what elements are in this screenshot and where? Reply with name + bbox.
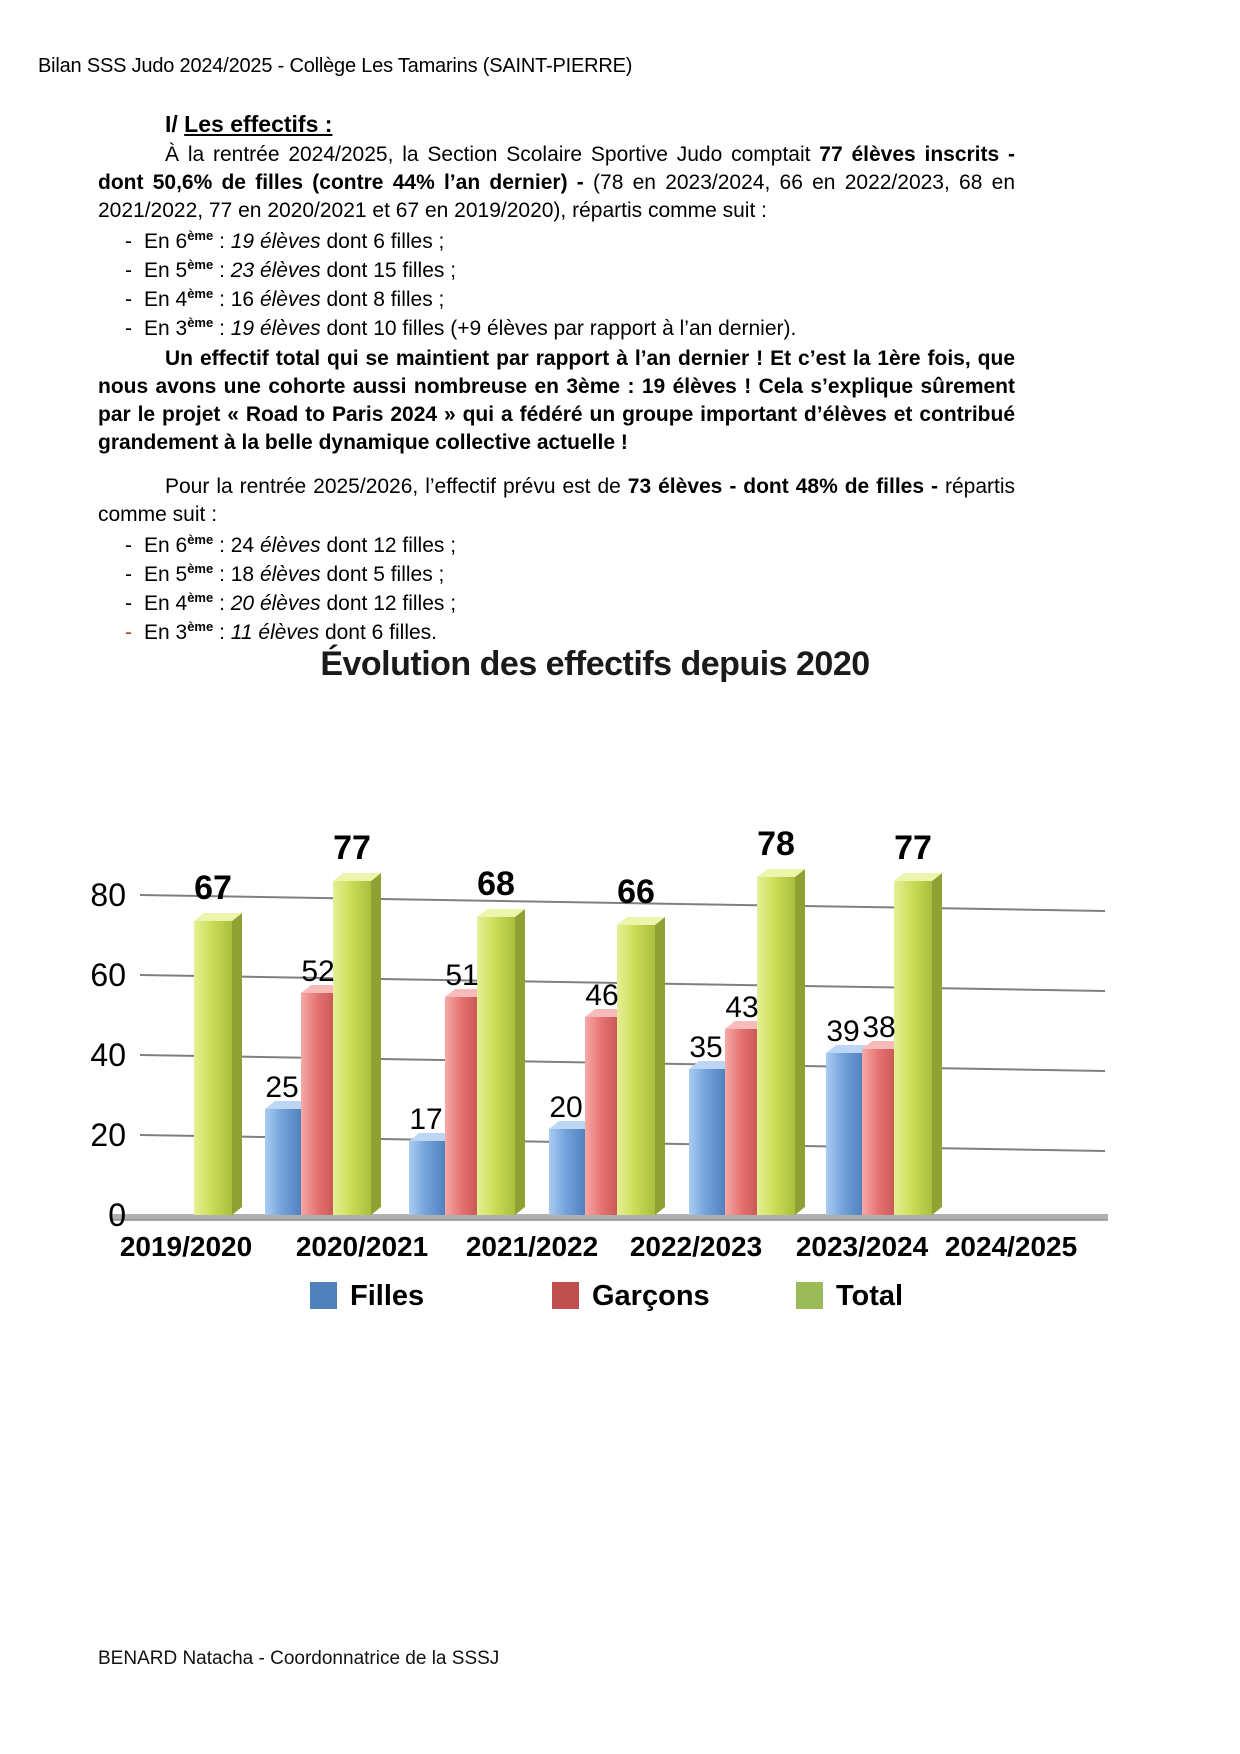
y-axis-label: 0: [108, 1197, 126, 1233]
text-run-bold: 77 élèves inscrits - dont 50,6% de filles (contre 44% l’an dernier) -: [98, 143, 1015, 194]
bar-value-label: 25: [265, 1071, 299, 1104]
bullet-dash: -: [125, 563, 132, 586]
total-value-label: 77: [333, 829, 371, 867]
legend-item-Filles: [310, 1280, 424, 1312]
text-run-bold: 73 élèves - dont 48% de filles -: [627, 475, 945, 498]
bar-Total-2020/2021: [333, 873, 381, 1215]
chart-title: Évolution des effectifs depuis 2020: [320, 645, 870, 683]
y-axis-label: 60: [90, 957, 126, 993]
text-run: À la rentrée 2024/2025, la Section Scolaire Sportive Judo comptait: [165, 143, 820, 166]
bar-Total-2022/2023: [617, 917, 665, 1215]
text-run: (78 en 2023/2024, 66 en 2022/2023, 68 en 2021/2022, 77 en 2020/2021 et 67 en 2019/2020), répartis comme suit :: [98, 171, 1015, 222]
list-item: - En 5ème : 18 élèves dont 5 filles ;: [98, 560, 1015, 589]
bullet-dash-red: -: [125, 621, 132, 644]
bar-value-label: 39: [826, 1015, 860, 1048]
total-value-label: 68: [477, 865, 515, 903]
legend-swatch: [310, 1282, 337, 1309]
x-axis-label: 2024/2025: [944, 1231, 1078, 1262]
legend-item-Total: [796, 1280, 903, 1312]
x-axis-label: 2020/2021: [295, 1231, 429, 1262]
paragraph-intro: [98, 141, 1015, 225]
bar-Total-2019/2020: [194, 913, 242, 1215]
list-item: - En 3ème : 19 élèves dont 10 filles (+9 élèves par rapport à l’an dernier).: [98, 314, 1015, 343]
effectifs-bar-chart: [60, 825, 1160, 1328]
document-footer: BENARD Natacha - Coordonnatrice de la SSSJ: [98, 1648, 500, 1669]
x-axis-label: 2022/2023: [629, 1231, 763, 1262]
legend-label: Total: [836, 1280, 904, 1312]
bar-Total-2024/2025: [894, 873, 942, 1215]
y-axis-label: 80: [90, 877, 126, 913]
total-value-label: 66: [617, 873, 655, 911]
bar-value-label: 38: [862, 1011, 896, 1044]
document-header: Bilan SSS Judo 2024/2025 - Collège Les Tamarins (SAINT-PIERRE): [38, 55, 633, 77]
text-run: répartis comme suit :: [98, 475, 1015, 526]
section-title: Les effectifs :: [184, 111, 333, 137]
list-item: - En 4ème : 20 élèves dont 12 filles ;: [98, 589, 1015, 618]
text-run: Pour la rentrée 2025/2026, l’effectif prévu est de: [165, 475, 628, 498]
list-item: - En 6ème : 19 élèves dont 6 filles ;: [98, 227, 1015, 256]
bar-value-label: 51: [445, 959, 479, 992]
bar-Total-2023/2024: [757, 869, 805, 1215]
bullet-dash: -: [125, 259, 132, 282]
list-item: - En 3ème : 11 élèves dont 6 filles.: [98, 618, 1015, 647]
bar-value-label: 20: [549, 1091, 583, 1124]
x-axis-label: 2023/2024: [795, 1231, 929, 1262]
bullet-dash: -: [125, 534, 132, 557]
paragraph-forecast: [98, 473, 1015, 529]
legend-label: Filles: [350, 1280, 425, 1312]
bullet-dash: -: [125, 288, 132, 311]
y-axis-label: 20: [90, 1117, 126, 1153]
total-value-label: 78: [757, 825, 795, 863]
bullet-dash: -: [125, 592, 132, 615]
bar-Total-2021/2022: [477, 909, 525, 1215]
list-effectifs-2024: [98, 227, 1015, 343]
section-heading: [165, 110, 1015, 138]
total-value-label: 67: [194, 869, 232, 907]
x-axis-label: 2019/2020: [119, 1231, 253, 1262]
legend-swatch: [796, 1282, 823, 1309]
bar-value-label: 46: [585, 979, 619, 1012]
y-axis-label: 40: [90, 1037, 126, 1073]
list-item: - En 4ème : 16 élèves dont 8 filles ;: [98, 285, 1015, 314]
total-value-label: 77: [894, 829, 932, 867]
legend-swatch: [552, 1282, 579, 1309]
bar-value-label: 35: [689, 1031, 723, 1064]
x-axis-label: 2021/2022: [465, 1231, 599, 1262]
section-number: I/: [165, 111, 185, 137]
bullet-dash: -: [125, 230, 132, 253]
list-item: - En 5ème : 23 élèves dont 15 filles ;: [98, 256, 1015, 285]
bullet-dash: -: [125, 317, 132, 340]
legend-label: Garçons: [592, 1280, 710, 1312]
list-effectifs-2025: [98, 531, 1015, 647]
bar-value-label: 52: [301, 955, 335, 988]
list-item: - En 6ème : 24 élèves dont 12 filles ;: [98, 531, 1015, 560]
bar-value-label: 17: [409, 1103, 443, 1136]
paragraph-emphasis: Un effectif total qui se maintient par rapport à l’an dernier ! Et c’est la 1ère fois, que nous avons une cohorte aussi nombreuse en 3ème : 19 élèves ! Cela s’explique sûrement par le projet « Road to Paris 2024 » qui a fédéré un groupe important d’élèves et contribué grandement à la belle dynamique collective actuelle !: [98, 347, 1015, 454]
bar-value-label: 43: [725, 991, 759, 1024]
document-body: [98, 110, 1015, 647]
legend-item-Garçons: [552, 1280, 710, 1312]
